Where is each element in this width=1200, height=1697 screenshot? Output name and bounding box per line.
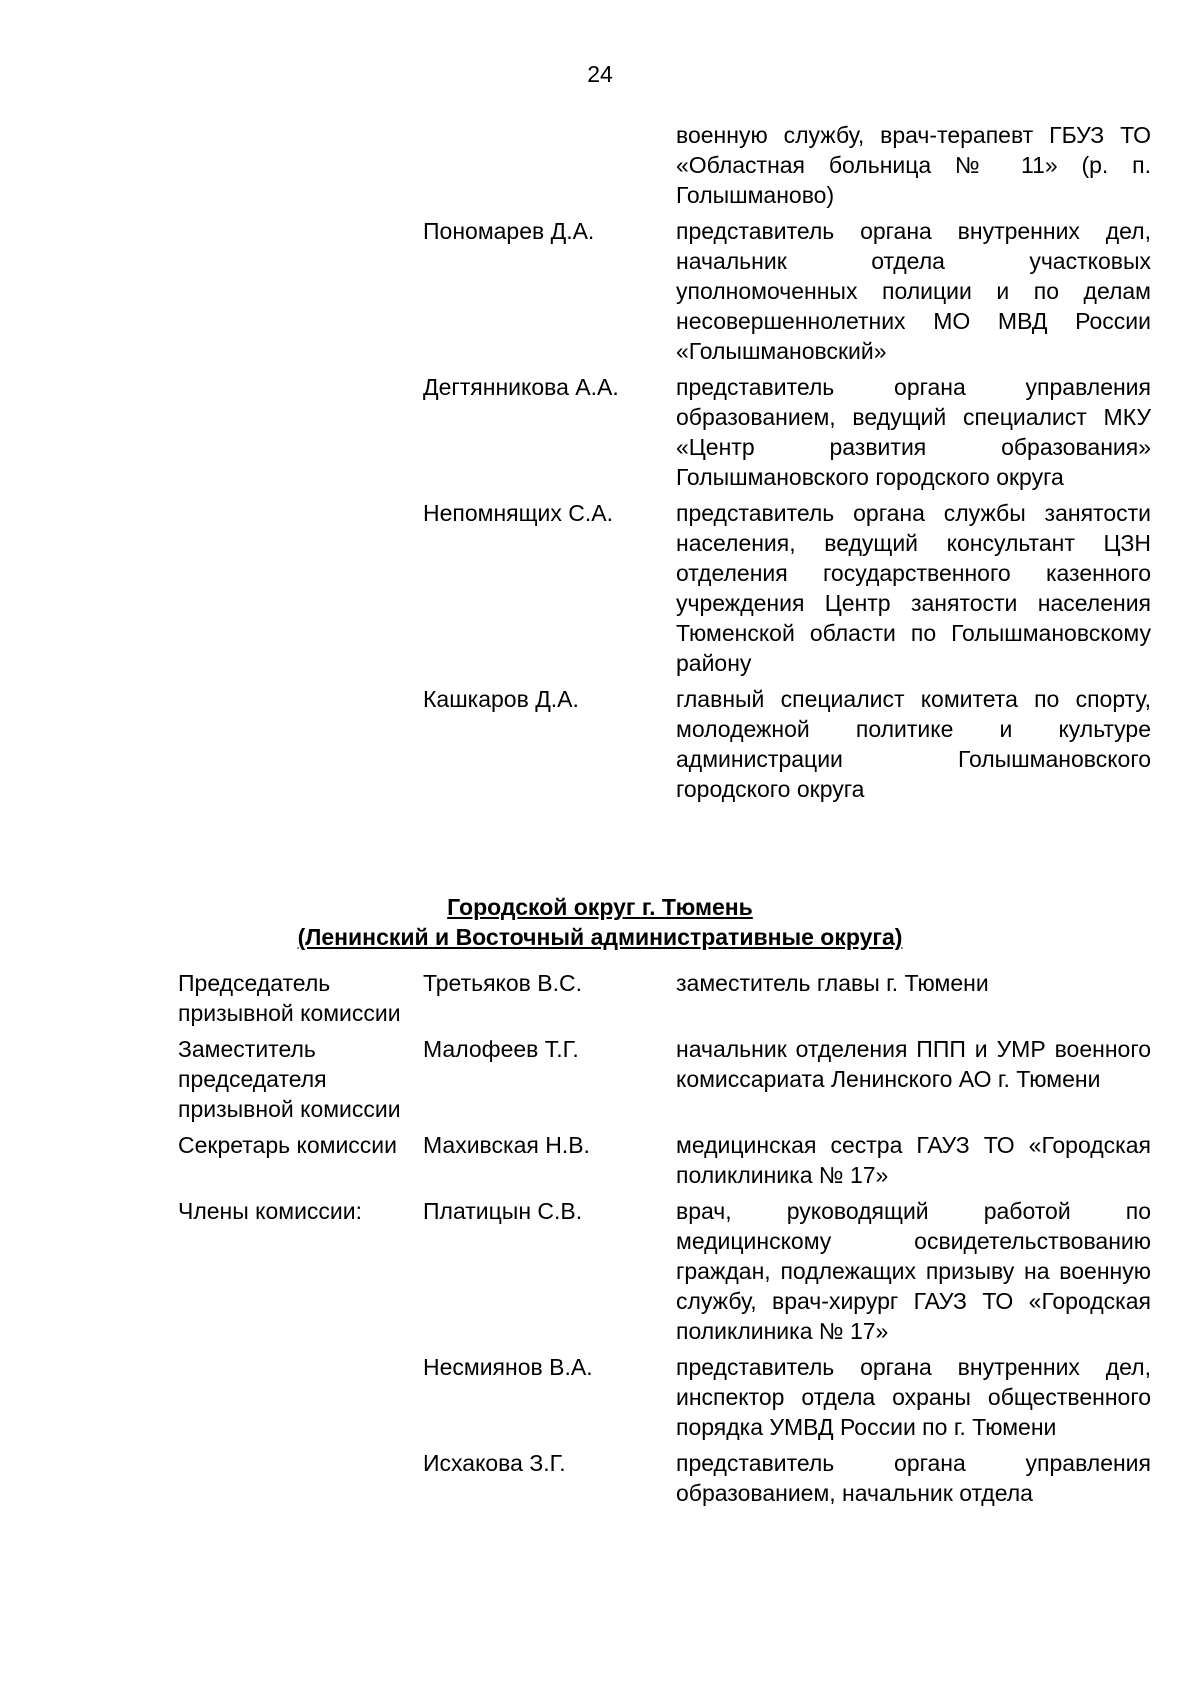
member-name: Несмиянов В.А.	[423, 1354, 593, 1380]
list-item	[0, 216, 1200, 366]
member-description: представитель органа внутренних дел, начальник отдела участковых уполномоченных полиции и по делам несовершеннолетних МО МВД России «Голышмановский»	[676, 218, 1151, 364]
member-name: Платицын С.В.	[423, 1198, 583, 1224]
member-name: Махивская Н.В.	[423, 1132, 590, 1158]
member-description: представитель органа управления образованием, ведущий специалист МКУ «Центр развития образования» Голышмановского городского округа	[676, 374, 1151, 490]
table-row	[0, 1130, 1200, 1190]
top-member-list	[0, 120, 1200, 810]
table-row	[0, 1448, 1200, 1508]
member-description: главный специалист комитета по спорту, молодежной политике и культуре администрации Голышмановского городского округа	[676, 686, 1151, 802]
role-label: Секретарь комиссии	[178, 1132, 397, 1158]
member-description: представитель органа службы занятости населения, ведущий консультант ЦЗН отделения государственного казенного учреждения Центр занятости населения Тюменской области по Голышмановскому району	[676, 500, 1151, 676]
member-name: Дегтянникова А.А.	[423, 374, 619, 400]
role-label: Председатель призывной комиссии	[178, 970, 401, 1026]
member-description: врач, руководящий работой по медицинскому освидетельствованию граждан, подлежащих призыву на военную службу, врач-хирург ГАУЗ ТО «Городская поликлиника № 17»	[676, 1198, 1151, 1344]
list-item	[0, 120, 1200, 210]
member-description: медицинская сестра ГАУЗ ТО «Городская поликлиника № 17»	[676, 1132, 1151, 1188]
role-label: Члены комиссии:	[178, 1198, 363, 1224]
table-row	[0, 1034, 1200, 1124]
member-name: Третьяков В.С.	[423, 970, 583, 996]
member-description: представитель органа управления образованием, начальник отдела	[676, 1450, 1151, 1506]
section-heading-line1: Городской округ г. Тюмень	[447, 894, 753, 920]
list-item	[0, 498, 1200, 678]
table-row	[0, 1352, 1200, 1442]
table-row	[0, 968, 1200, 1028]
member-description: представитель органа внутренних дел, инспектор отдела охраны общественного порядка УМВД России по г. Тюмени	[676, 1354, 1151, 1440]
member-name: Исхакова З.Г.	[423, 1450, 566, 1476]
member-name: Кашкаров Д.А.	[423, 686, 579, 712]
member-description: начальник отделения ППП и УМР военного комиссариата Ленинского АО г. Тюмени	[676, 1036, 1151, 1092]
member-description: военную службу, врач-терапевт ГБУЗ ТО «Областная больница № 11» (р. п. Голышманово)	[676, 122, 1151, 208]
page-number: 24	[587, 61, 613, 87]
section-heading	[0, 892, 1200, 952]
role-label: Заместитель председателя призывной комиссии	[178, 1036, 401, 1122]
member-name: Пономарев Д.А.	[423, 218, 595, 244]
list-item	[0, 372, 1200, 492]
member-name: Непомнящих С.А.	[423, 500, 614, 526]
commission-list	[0, 968, 1200, 1514]
table-row	[0, 1196, 1200, 1346]
list-item	[0, 684, 1200, 804]
section-heading-line2: (Ленинский и Восточный административные округа)	[297, 924, 903, 950]
member-name: Малофеев Т.Г.	[423, 1036, 579, 1062]
member-description: заместитель главы г. Тюмени	[676, 970, 989, 996]
